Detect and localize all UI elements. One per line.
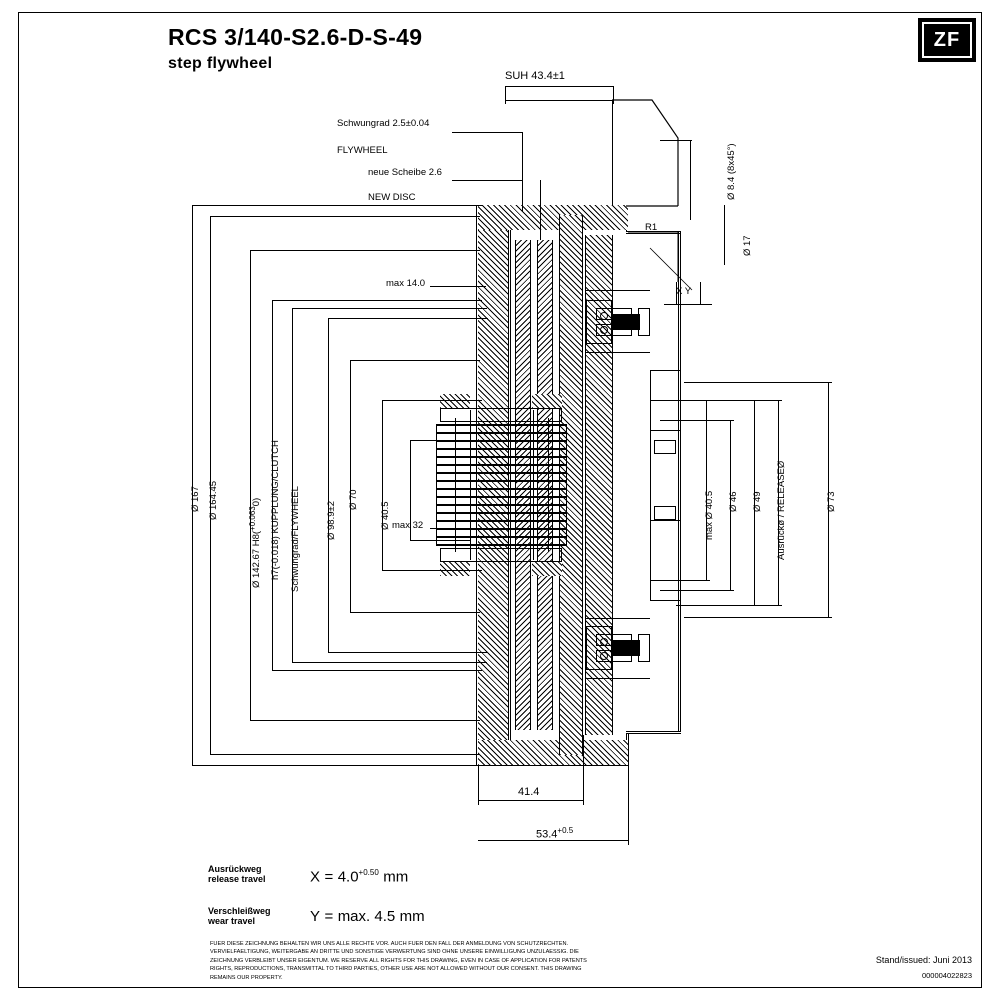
dim-53-4: $53.4^{+0.5}$ [536,826,574,841]
label-suh: SUH 43.4±1 [505,70,565,82]
dim-left-2: Ø 142.67 H8($^{+0.063}$0) [248,497,263,588]
dim-left-6: Ø 70 [348,489,359,510]
legend-wear-eq: = [324,908,334,925]
label-max14: max 14.0 [386,278,426,289]
legend-release-de: Ausrückweg [208,864,262,874]
legend-wear-de: Verschleißweg [208,906,271,916]
dim-left-3: h7(-0.018) KUPPLUNG/CLUTCH [270,440,281,580]
legend-release-en: release travel [208,874,266,884]
dim-right-2: Ø 49 [752,491,763,512]
zf-logo-icon [918,18,976,62]
legend-wear-value [310,908,425,926]
leader-lines [600,230,710,340]
label-max32: max 32 [392,520,424,531]
legend-release-tol2: 0 [374,868,379,877]
legend-release-number: 4.0 [337,868,359,886]
dim-left-0: Ø 167 [190,486,201,512]
label-newdisc-de: neue Scheibe 2.6 [368,167,442,178]
label-xy: X Y [676,286,692,297]
dim-right-0: max Ø 40.5 [704,490,715,540]
legend-release-eq: = [324,868,334,886]
dim-left-5: Ø 98.9±2 [326,500,337,540]
issue-date: Stand/issued: Juni 2013 [875,955,972,965]
dim-left-1: Ø 164.45 [208,480,219,520]
legend-release-value [310,868,408,886]
label-hole-dia: Ø 8.4 (8x45°) [726,143,737,200]
dim-left-7: Ø 40.5 [380,501,391,530]
legend-release-travel [208,864,266,884]
legend-wear-symbol: Y [310,908,321,925]
label-flywheel-de: Schwungrad 2.5±0.04 [337,118,430,129]
legend-wear-travel [208,906,271,926]
dim-right-4: Ø 73 [826,491,837,512]
legend-release-unit: mm [383,868,409,886]
legend-release-tol: +0.5 [358,868,375,877]
legend-wear-en: wear travel [208,916,256,926]
dim-41-4: 41.4 [518,786,540,798]
legend-release-symbol: X [310,868,321,886]
label-flywheel-en: FLYWHEEL [337,145,388,156]
legend-wear-unit: mm [399,908,425,925]
dim-right-3: Ausrückø / RELEASEØ [776,460,787,560]
legend-wear-number: max. 4.5 [337,908,396,925]
page-subtitle: step flywheel [168,55,273,72]
label-r1: R1 [645,222,658,233]
document-number: 000004022823 [921,971,972,980]
page-title: RCS 3/140-S2.6-D-S-49 [168,24,423,50]
zf-logo-text: ZF [933,28,961,51]
dim-left-4: Schwungrad/FLYWHEEL [290,486,301,592]
legal-disclaimer: FUER DIESE ZEICHNUNG BEHALTEN WIR UNS ALLE RECHTE VOR. AUCH FUER DEN FALL DER ANMELDUNG VON SCHUTZRECHTEN. VERVIELFAELTIGUNG, WEITERGABE AN DRITTE UND SONSTIGE VERWERTUNG SIND OHNE UNSERE EINWILLIGUNG UNZULAESSIG. DIE ZEICHNUNG VERBLEIBT UNSER EIGENTUM. WE RESERVE ALL RIGHTS FOR THIS DRAWING, EVEN IN CASE OF APPLICATION FOR PATENTS RIGHTS, REPRODUCTIONS, TRANSMITTAL TO THIRD PARTIES, OTHER USE ARE NOT ALLOWED WITHOUT OUR CONSENT. THIS DRAWING REMAINS OUR PROPERTY. [210,941,587,981]
label-dia17: Ø 17 [742,235,753,256]
label-newdisc-en: NEW DISC [368,192,416,203]
dim-right-1: Ø 46 [728,491,739,512]
